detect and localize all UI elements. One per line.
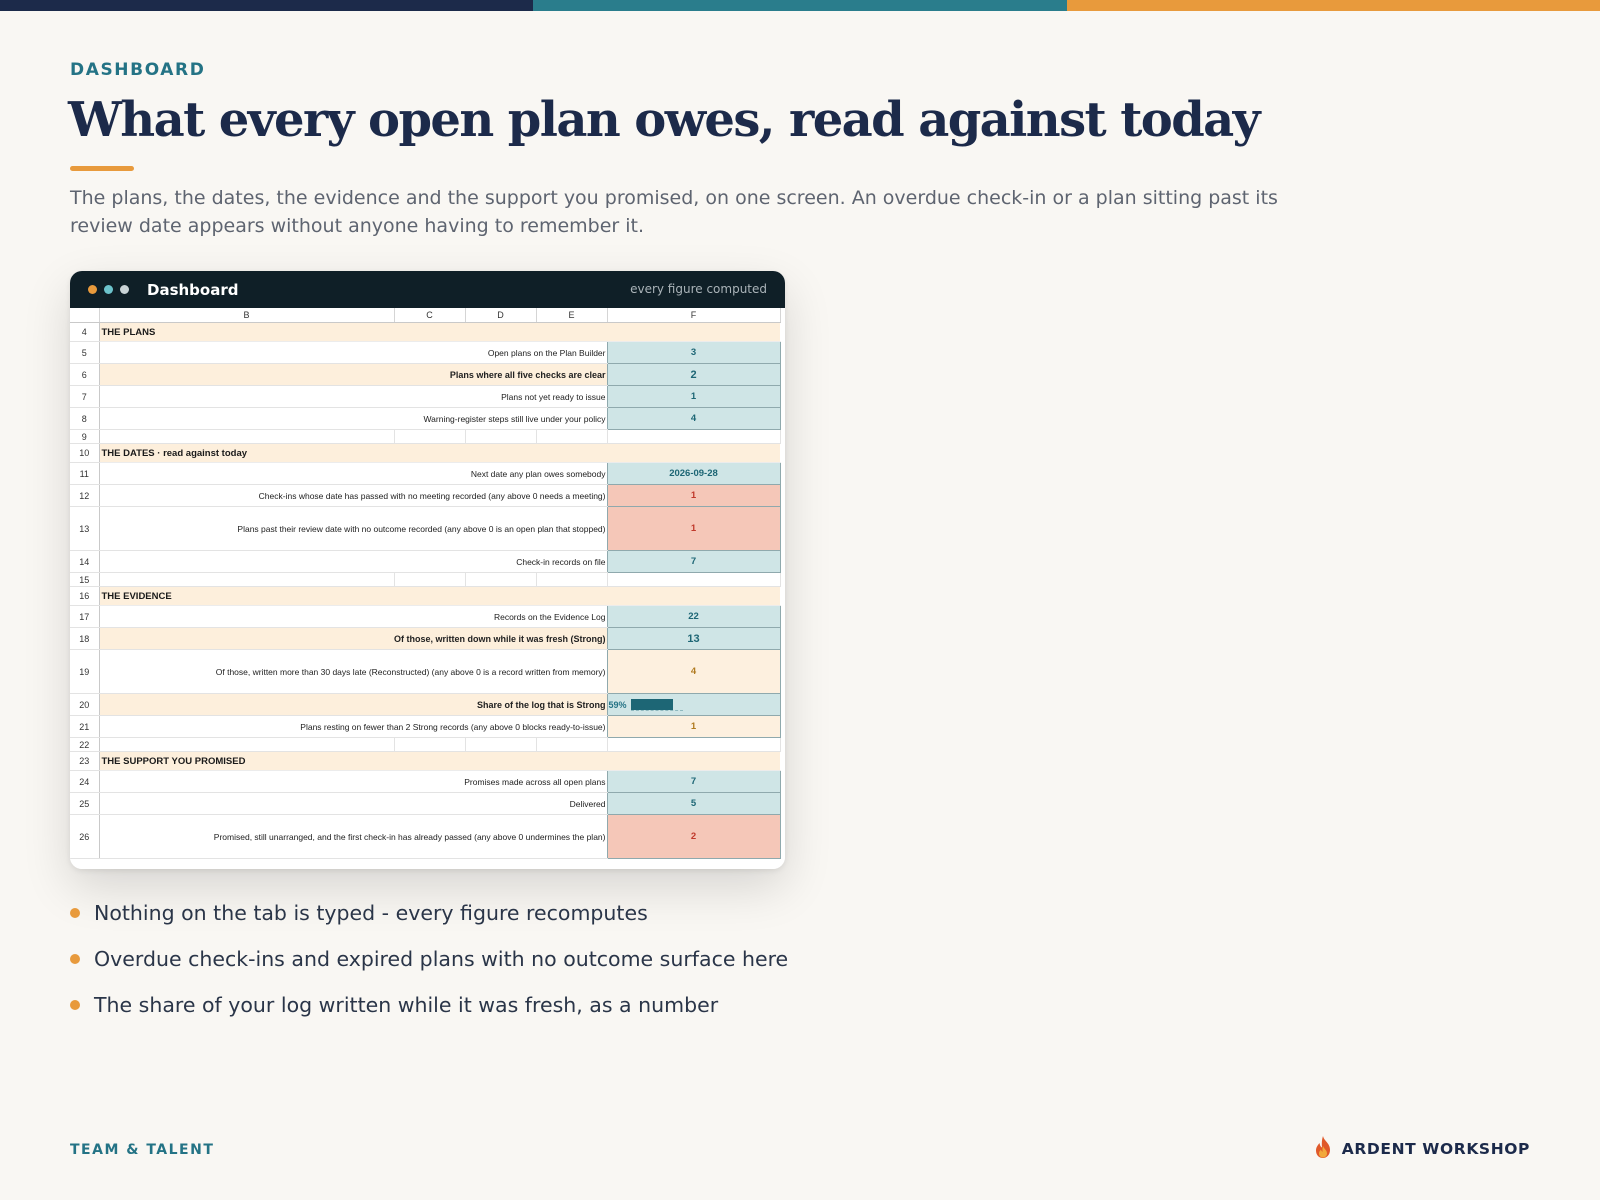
sheet-table	[70, 308, 781, 859]
sheet-row[interactable]	[70, 694, 780, 716]
sheet-row[interactable]	[70, 606, 780, 628]
metric-label[interactable]: Promises made across all open plans	[99, 771, 607, 793]
empty-cell[interactable]	[536, 573, 607, 587]
empty-cell[interactable]	[394, 430, 465, 444]
sheet-row[interactable]	[70, 771, 780, 793]
title-underline	[70, 166, 134, 171]
empty-cell[interactable]	[536, 430, 607, 444]
bullet-item	[70, 936, 788, 982]
sheet-row[interactable]	[70, 551, 780, 573]
metric-label[interactable]: Open plans on the Plan Builder	[99, 342, 607, 364]
bullet-dot-icon	[70, 954, 80, 964]
corner-cell[interactable]	[70, 308, 99, 323]
sheet-row[interactable]	[70, 463, 780, 485]
bullet-dot-icon	[70, 908, 80, 918]
empty-cell[interactable]	[99, 573, 394, 587]
sheet-row[interactable]	[70, 364, 780, 386]
row-number[interactable]: 24	[70, 771, 99, 793]
metric-label[interactable]: Delivered	[99, 793, 607, 815]
row-number[interactable]: 23	[70, 752, 99, 771]
metric-value[interactable]: 22	[607, 606, 780, 628]
window-subtitle: every figure computed	[630, 282, 767, 296]
section-heading[interactable]: THE SUPPORT YOU PROMISED	[99, 752, 780, 771]
empty-cell[interactable]	[465, 430, 536, 444]
metric-value[interactable]: 4	[607, 408, 780, 430]
sheet-row[interactable]	[70, 408, 780, 430]
metric-label[interactable]: Promised, still unarranged, and the first check-in has already passed (any above 0 undermines the plan)	[99, 815, 607, 859]
sheet-row[interactable]	[70, 587, 780, 606]
bullet-text: Nothing on the tab is typed - every figure recomputes	[94, 901, 648, 925]
sheet-body	[70, 323, 780, 859]
bullet-list	[70, 890, 788, 1028]
footer-section-label: TEAM & TALENT	[70, 1142, 215, 1158]
column-header-d[interactable]: D	[465, 308, 536, 323]
metric-value[interactable]: 1	[607, 386, 780, 408]
sheet-row[interactable]	[70, 485, 780, 507]
row-number[interactable]: 10	[70, 444, 99, 463]
page-subtitle: The plans, the dates, the evidence and the support you promised, on one screen. An overdue check-in or a plan sitting past its review date appears without anyone having to remember it.	[70, 187, 1278, 237]
row-number[interactable]: 6	[70, 364, 99, 386]
sheet-row[interactable]	[70, 752, 780, 771]
row-number[interactable]: 21	[70, 716, 99, 738]
sheet-row[interactable]	[70, 444, 780, 463]
row-number[interactable]: 8	[70, 408, 99, 430]
metric-value[interactable]: 2026-09-28	[607, 463, 780, 485]
page-title: What every open plan owes, read against today	[68, 92, 1259, 148]
spreadsheet[interactable]	[70, 308, 785, 869]
metric-label[interactable]: Of those, written more than 30 days late (Reconstructed) (any above 0 is a record written from memory)	[99, 650, 607, 694]
sheet-row[interactable]	[70, 628, 780, 650]
share-bar-track	[631, 699, 683, 711]
accent-segment-orange	[1067, 0, 1600, 11]
metric-label[interactable]: Plans where all five checks are clear	[99, 364, 607, 386]
column-header-e[interactable]: E	[536, 308, 607, 323]
window-title: Dashboard	[147, 280, 239, 299]
row-number[interactable]: 19	[70, 650, 99, 694]
row-number[interactable]: 13	[70, 507, 99, 551]
metric-label[interactable]: Share of the log that is Strong	[99, 694, 607, 716]
brand-name: ARDENT WORKSHOP	[1341, 1140, 1530, 1158]
row-number[interactable]: 16	[70, 587, 99, 606]
empty-cell[interactable]	[465, 573, 536, 587]
sheet-row[interactable]	[70, 815, 780, 859]
share-bar	[608, 699, 780, 711]
row-number[interactable]: 9	[70, 430, 99, 444]
empty-cell[interactable]	[607, 430, 780, 444]
metric-value[interactable]: 1	[607, 716, 780, 738]
sheet-row[interactable]	[70, 716, 780, 738]
bullet-dot-icon	[70, 1000, 80, 1010]
metric-value[interactable]: 7	[607, 771, 780, 793]
row-number[interactable]: 4	[70, 323, 99, 342]
row-number[interactable]: 22	[70, 738, 99, 752]
metric-value[interactable]: 3	[607, 342, 780, 364]
bullet-item	[70, 890, 788, 936]
column-header-b[interactable]: B	[99, 308, 394, 323]
metric-label[interactable]: Next date any plan owes somebody	[99, 463, 607, 485]
sheet-row[interactable]	[70, 738, 780, 752]
sheet-row[interactable]	[70, 430, 780, 444]
flame-icon	[1313, 1135, 1333, 1163]
row-number[interactable]: 18	[70, 628, 99, 650]
metric-label[interactable]: Warning-register steps still live under your policy	[99, 408, 607, 430]
window-dot-orange	[88, 285, 97, 294]
window-dot-teal	[104, 285, 113, 294]
row-number[interactable]: 26	[70, 815, 99, 859]
row-number[interactable]: 14	[70, 551, 99, 573]
column-header-row	[70, 308, 780, 323]
sheet-row[interactable]	[70, 342, 780, 364]
share-bar-fill	[631, 699, 673, 710]
row-number[interactable]: 25	[70, 793, 99, 815]
bullet-text: Overdue check-ins and expired plans with no outcome surface here	[94, 947, 789, 971]
column-header-f[interactable]: F	[607, 308, 780, 323]
empty-cell[interactable]	[99, 738, 394, 752]
section-heading[interactable]: THE PLANS	[99, 323, 780, 342]
metric-value[interactable]: 1	[607, 485, 780, 507]
sheet-row[interactable]	[70, 573, 780, 587]
footer-brand	[1313, 1135, 1530, 1163]
bullet-text: The share of your log written while it was fresh, as a number	[94, 993, 719, 1017]
column-header-c[interactable]: C	[394, 308, 465, 323]
share-bar-cell[interactable]	[607, 694, 780, 716]
sheet-row[interactable]	[70, 386, 780, 408]
metric-value[interactable]: 2	[607, 815, 780, 859]
metric-label[interactable]: Plans past their review date with no outcome recorded (any above 0 is an open plan that stopped)	[99, 507, 607, 551]
metric-value[interactable]: 2	[607, 364, 780, 386]
metric-label[interactable]: Of those, written down while it was fresh (Strong)	[99, 628, 607, 650]
empty-cell[interactable]	[536, 738, 607, 752]
row-number[interactable]: 12	[70, 485, 99, 507]
metric-label[interactable]: Check-ins whose date has passed with no meeting recorded (any above 0 needs a meeting)	[99, 485, 607, 507]
top-accent-bar	[0, 0, 1600, 11]
metric-value[interactable]: 4	[607, 650, 780, 694]
row-number[interactable]: 7	[70, 386, 99, 408]
row-number[interactable]: 11	[70, 463, 99, 485]
metric-label[interactable]: Plans not yet ready to issue	[99, 386, 607, 408]
row-number[interactable]: 17	[70, 606, 99, 628]
section-heading[interactable]: THE EVIDENCE	[99, 587, 780, 606]
empty-cell[interactable]	[465, 738, 536, 752]
metric-label[interactable]: Records on the Evidence Log	[99, 606, 607, 628]
bullet-item	[70, 982, 788, 1028]
metric-value[interactable]: 13	[607, 628, 780, 650]
metric-value[interactable]: 7	[607, 551, 780, 573]
sheet-row[interactable]	[70, 323, 780, 342]
eyebrow-label: DASHBOARD	[70, 60, 206, 80]
sheet-row[interactable]	[70, 793, 780, 815]
empty-cell[interactable]	[607, 573, 780, 587]
metric-label[interactable]: Check-in records on file	[99, 551, 607, 573]
window-title-bar	[70, 271, 785, 308]
metric-value[interactable]: 5	[607, 793, 780, 815]
empty-cell[interactable]	[607, 738, 780, 752]
accent-segment-navy	[0, 0, 533, 11]
dashboard-window	[70, 271, 785, 869]
window-dot-grey	[120, 285, 129, 294]
metric-label[interactable]: Plans resting on fewer than 2 Strong records (any above 0 blocks ready-to-issue)	[99, 716, 607, 738]
metric-value[interactable]: 1	[607, 507, 780, 551]
sheet-row[interactable]	[70, 650, 780, 694]
empty-cell[interactable]	[394, 738, 465, 752]
row-number[interactable]: 15	[70, 573, 99, 587]
empty-cell[interactable]	[394, 573, 465, 587]
accent-segment-teal	[533, 0, 1066, 11]
empty-cell[interactable]	[99, 430, 394, 444]
row-number[interactable]: 5	[70, 342, 99, 364]
sheet-row[interactable]	[70, 507, 780, 551]
share-percent: 59%	[608, 699, 627, 710]
section-heading[interactable]: THE DATES · read against today	[99, 444, 780, 463]
row-number[interactable]: 20	[70, 694, 99, 716]
